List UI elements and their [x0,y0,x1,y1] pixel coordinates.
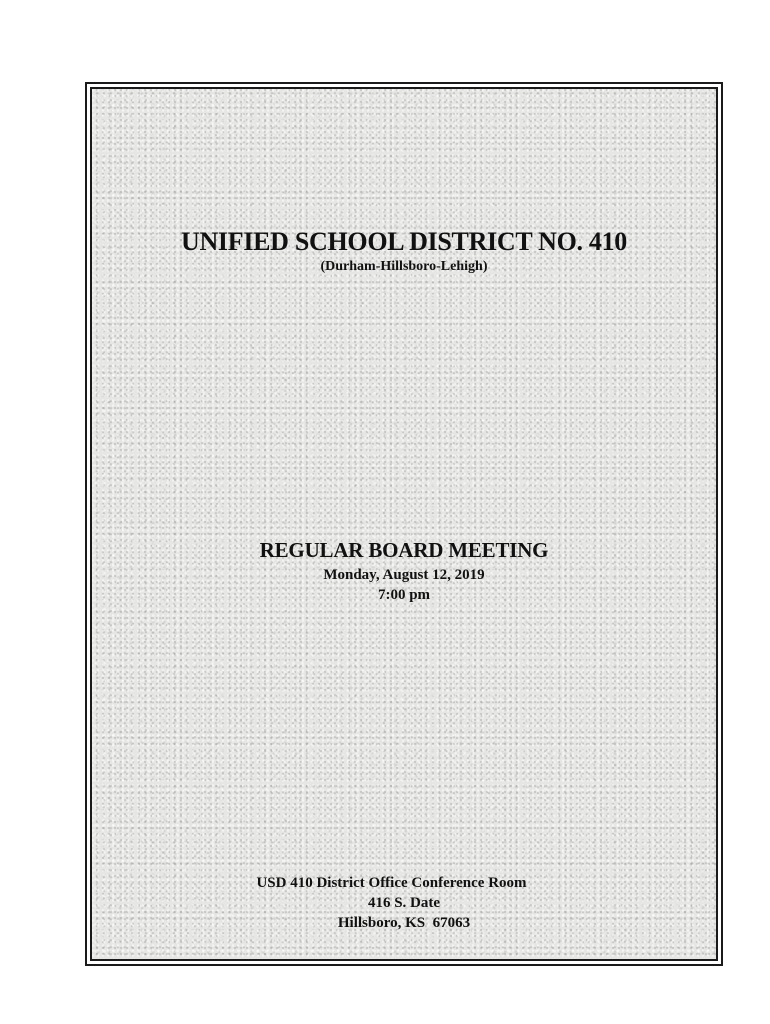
district-subtitle: (Durham-Hillsboro-Lehigh) [320,259,488,274]
meeting-time: 7:00 pm [377,587,431,603]
cover-frame [85,82,723,966]
meeting-title: REGULAR BOARD MEETING [259,538,549,562]
location-city: Hillsboro, KS 67063 [337,915,471,931]
meeting-date: Monday, August 12, 2019 [323,567,485,583]
location-room: USD 410 District Office Conference Room [256,875,527,891]
cover-panel [90,87,718,961]
district-title: UNIFIED SCHOOL DISTRICT NO. 410 [180,227,628,256]
location-street: 416 S. Date [367,895,441,911]
